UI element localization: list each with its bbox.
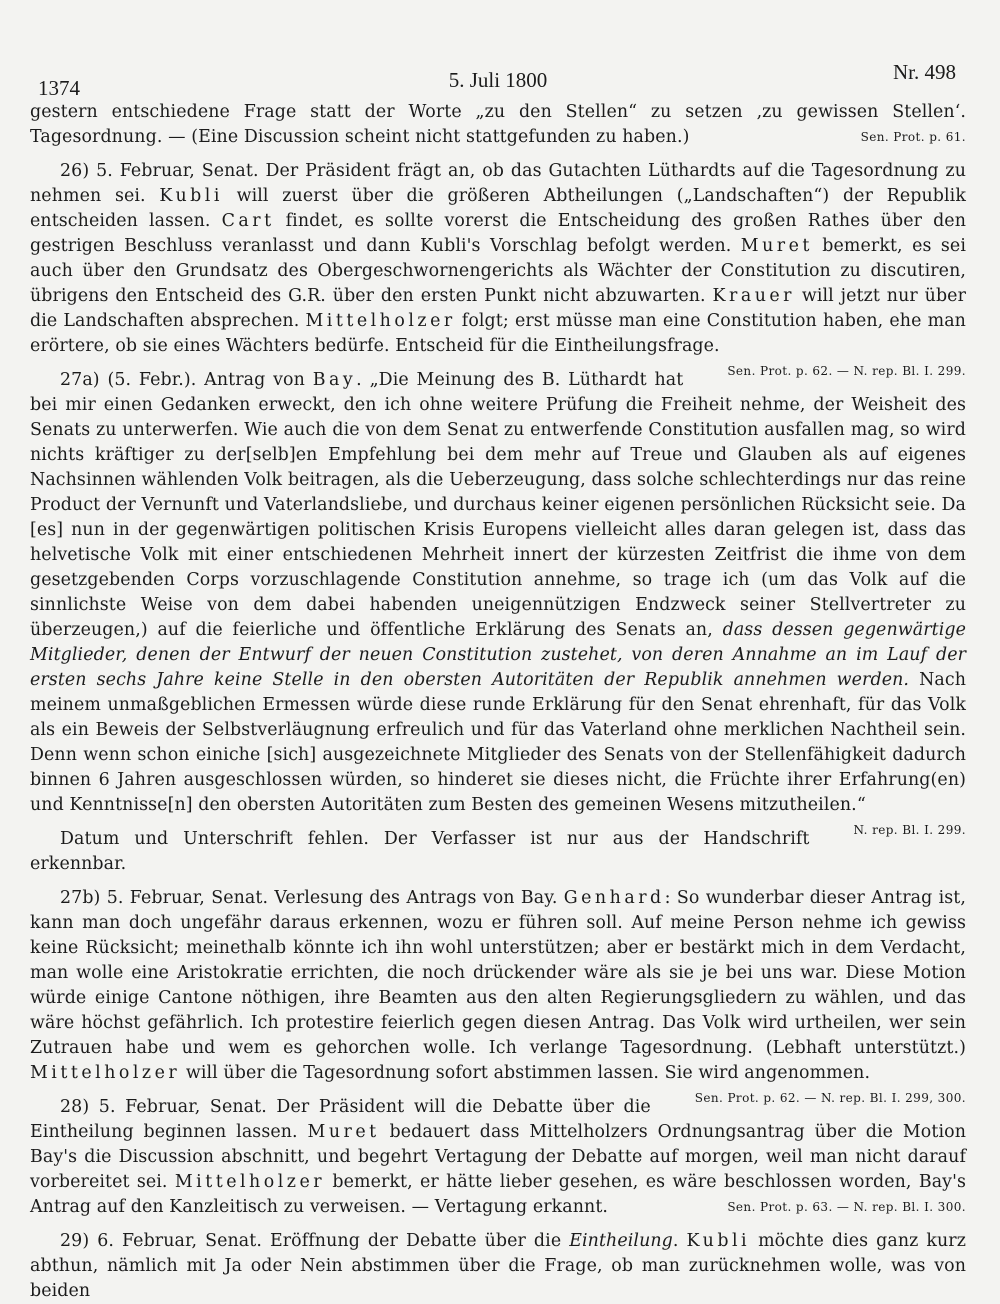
- text-run: Nach meinem unmaßgeblichen Ermessen würde diese runde Erklärung für den Senat ehrenhaft, für das Volk als ein Beweis der Selbstverläugnung erfreulich und für das Vaterland ohne merklichen Nachtheil sein. Denn wenn schon einiche [sich] ausgezeichnete Mitglieder des Senats von der Stellenfähigkeit dadurch binnen 6 Jahren ausgeschlossen würden, so hinderet sie dieses nicht, die Früchte ihrer Erfahrung(en) und Kenntnisse[n] den obersten Autoritäten zum Besten des gemeinen Wesens mitzutheilen.“: [30, 670, 967, 815]
- text-run: 29) 6. Februar, Senat. Eröffnung der Debatte über die: [60, 1231, 570, 1251]
- author-name: Bay: [312, 370, 357, 390]
- text-run: bemerkt, es sei auch über den Grundsatz des Obergeschwornengerichts als Wächter der Constitution zu discutiren, übrigens den Entscheid des G.R. über den ersten Punkt nicht abzuwarten.: [30, 236, 966, 306]
- paragraph-26: [30, 159, 966, 378]
- speaker-name: Mittelholzer: [305, 311, 456, 331]
- running-header: [30, 60, 966, 100]
- text-run: : So wunderbar dieser Antrag ist, kann man doch ungefähr daraus erkennen, wozu er führen soll. Auf meine Person nehme ich gewiss keine Rücksicht; meinethalb könnte ich ihn wohl unterstützen; aber er bestärkt mich in dem Verdacht, man wolle eine Aristokratie errichten, die noch drückender wäre als sie je bei uns war. Diese Motion würde einige Cantone nöthigen, ihre Beamten aus den alten Regierungsgliedern zu wählen, und das wäre höchst gefährlich. Ich protestire feierlich gegen diesen Antrag. Das Volk wird urtheilen, wer sein Zutrauen habe und wem es gehorchen wolle. Ich verlange Tagesordnung. (Lebhaft unterstützt.): [30, 888, 966, 1058]
- text-run: möchte dies ganz kurz abthun, nämlich mit Ja oder Nein abstimmen über die Frage, ob man zurücknehmen wolle, was von beiden: [30, 1231, 966, 1301]
- text-run: findet, es sollte vorerst die Entscheidung des großen Rathes über den gestrigen Beschluss veranlasst und dann Kubli's Vorschlag befolgt werden.: [30, 211, 966, 256]
- item-number: Nr. 498: [893, 60, 956, 84]
- paragraph-continued: [30, 100, 966, 150]
- text-run: bedauert dass Mittelholzers Ordnungsantrag über die Motion Bay's die Discussion abschnitt, und begehrt Vertagung der Debatte auf morgen, weil man nicht darauf vorbereitet sei.: [30, 1122, 966, 1192]
- page-number: 1374: [38, 76, 80, 100]
- source-reference: Sen. Prot. p. 62. — N. rep. Bl. I. 299.: [727, 364, 966, 378]
- source-reference: N. rep. Bl. I. 299.: [853, 823, 966, 837]
- text-run: 28) 5. Februar, Senat. Der Präsident will die Debatte über die Eintheilung beginnen lassen.: [30, 1097, 651, 1142]
- text-run: will zuerst über die größeren Abtheilungen („Landschaften“) der Republik entscheiden lassen.: [30, 186, 966, 231]
- source-reference: Sen. Prot. p. 63. — N. rep. Bl. I. 300.: [727, 1200, 966, 1214]
- speaker-name: Genhard: [563, 888, 665, 908]
- speaker-name: Muret: [740, 236, 813, 256]
- paragraph-28: [30, 1095, 966, 1220]
- running-date: 5. Juli 1800: [448, 68, 548, 92]
- text-run: 27b) 5. Februar, Senat. Verlesung des Antrags von Bay.: [60, 888, 564, 908]
- speaker-name: Kubli: [159, 186, 223, 206]
- body-text: [30, 100, 966, 1304]
- text-run: . „Die Meinung des B. Lüthardt hat bei mir einen Gedanken erweckt, den ich ohne weitere Prüfung die Freiheit nehme, der Weisheit des Senats zu unterwerfen. Wie auch die von dem Senat zu entwerfende Constitution ausfallen mag, so wird nichts kräftiger zu der[selb]en Empfehlung bei dem mehr auf Treue und Glauben als auf eigenes Nachsinnen wählenden Volk beitragen, als die Ueberzeugung, dass solche schlechterdings nur das reine Product der Vernunft und Vaterlandsliebe, und durchaus keiner eigenen persönlichen Rücksicht seie. Da [es] nun in der gegenwärtigen politischen Krisis Europens vielleicht alles daran gelegen ist, dass das helvetische Volk mit einer entschiedenen Mehrheit innert der kürzesten Zeitfrist die ihme von dem gesetzgebenden Corps vorzuschlagende Constitution annehme, so trage ich (um das Volk auf die sinnlichste Weise von dem dabei habenden uneigennützigen Endzweck seiner Stellvertreter zu überzeugen,) auf die feierliche und öffentliche Erklärung des Senats an,: [30, 370, 966, 640]
- text-run: 26) 5. Februar, Senat. Der Präsident frägt an, ob das Gutachten Lüthardts auf die Tagesordnung zu nehmen sei.: [30, 161, 966, 206]
- source-reference: Sen. Prot. p. 61.: [860, 130, 966, 144]
- text-run: will jetzt nur über die Landschaften absprechen.: [30, 286, 966, 331]
- text-run: folgt; erst müsse man eine Constitution haben, ehe man erörtere, ob sie eines Wächters bedürfe. Entscheid für die Eintheilungsfrage.: [30, 311, 966, 356]
- paragraph-text: Datum und Unterschrift fehlen. Der Verfasser ist nur aus der Handschrift erkennbar.: [30, 829, 810, 874]
- paragraph-27a: [30, 368, 967, 837]
- speaker-name: Mittelholzer: [30, 1063, 181, 1083]
- text-run: .: [672, 1231, 687, 1251]
- speaker-name: Krauer: [712, 286, 795, 306]
- italic-term: Eintheilung: [569, 1231, 673, 1251]
- paragraph-text: gestern entschiedene Frage statt der Worte „zu den Stellen“ zu setzen ‚zu gewissen Stellen‘. Tagesordnung. — (Eine Discussion scheint nicht stattgefunden zu haben.): [30, 102, 966, 147]
- source-reference: Sen. Prot. p. 62. — N. rep. Bl. I. 299, 300.: [694, 1091, 966, 1105]
- speaker-name: Muret: [307, 1122, 380, 1142]
- text-run: 27a) (5. Febr.). Antrag von: [60, 370, 313, 390]
- text-run: bemerkt, er hätte lieber gesehen, es wäre beschlossen worden, Bay's Antrag auf den Kanzleitisch zu verweisen. — Vertagung erkannt.: [30, 1172, 966, 1217]
- text-run: will über die Tagesordnung sofort abstimmen lassen. Sie wird angenommen.: [180, 1063, 871, 1083]
- speaker-name: Mittelholzer: [174, 1172, 326, 1192]
- speaker-name: Kubli: [686, 1231, 751, 1251]
- paragraph-29: [30, 1229, 966, 1304]
- speaker-name: Cart: [221, 211, 275, 231]
- paragraph-27b: [30, 886, 966, 1105]
- italic-passage: dass dessen gegenwärtige Mitglieder, denen der Entwurf der neuen Constitution zustehet, von deren Annahme an im Lauf der ersten sechs Jahre keine Stelle in den obersten Autoritäten der Republik annehmen werden.: [30, 620, 966, 690]
